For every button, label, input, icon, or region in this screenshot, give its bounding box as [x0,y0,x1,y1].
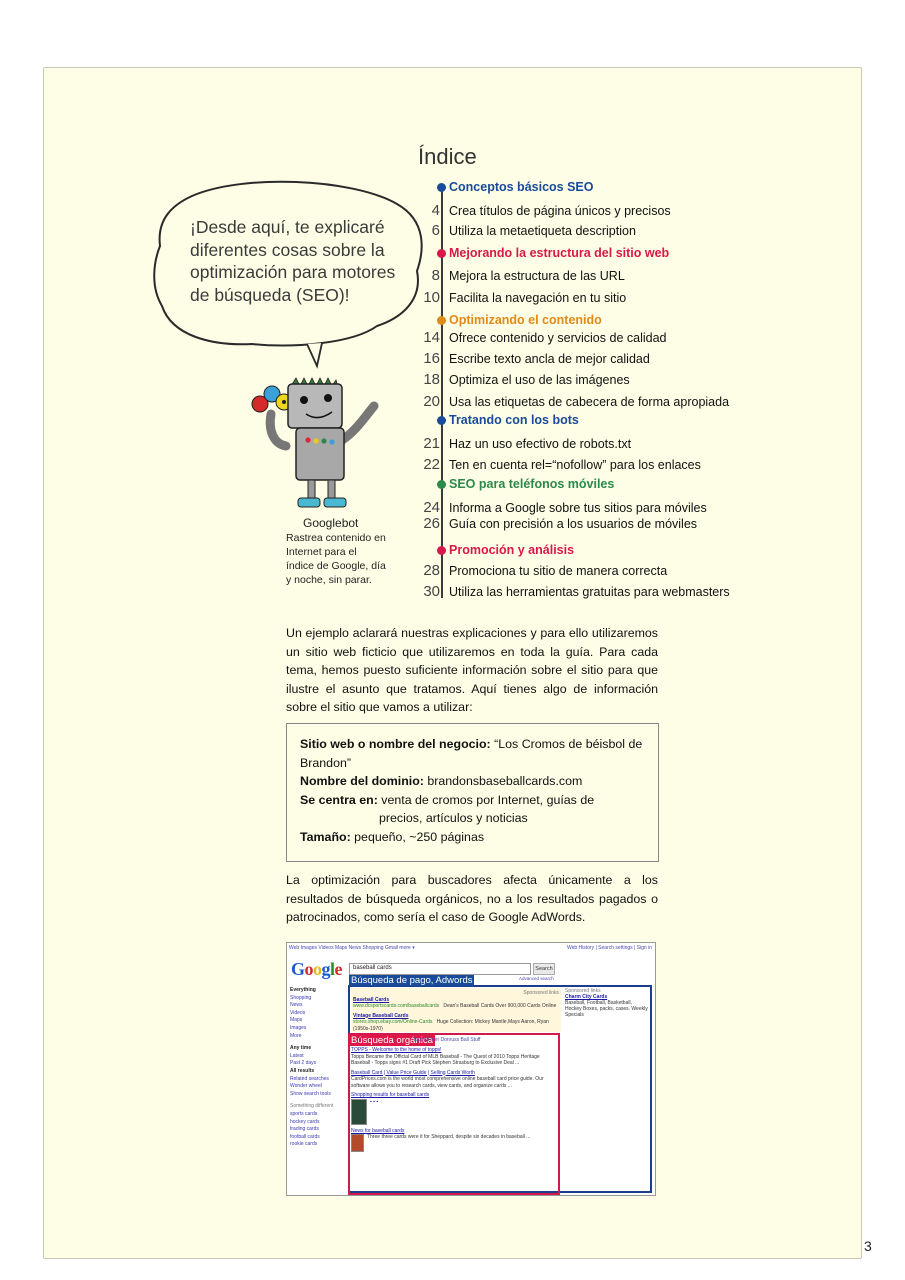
toc-page-number: 26 [423,515,440,532]
toc-entry-label: Promociona tu sitio de manera correcta [449,564,668,578]
toc-section-title: Mejorando la estructura del sitio web [449,246,670,260]
toc-entry [410,456,770,474]
result-title: Baseball Card | Value Price Guide | Selling Cards Worth [351,1069,475,1076]
toc-section-title: Promoción y análisis [449,543,575,557]
toc-entry-label: Ofrece contenido y servicios de calidad [449,331,667,345]
size-row [300,828,645,847]
toc-entry [410,393,770,411]
toc-entry-label: Usa las etiquetas de cabecera de forma apropiada [449,395,730,409]
toc-page-number: 28 [423,562,440,579]
googlebot-robot-icon [246,376,386,516]
serp-screenshot [286,942,656,1196]
ad-url: stores.shop.ebay.com/Online-Cards [353,1019,433,1025]
serp-nav-item: Images [290,1024,307,1031]
toc-page-number: 6 [431,222,440,239]
toc-page-number: 21 [423,435,440,452]
domain-row [300,772,645,791]
serp-result [351,1128,556,1153]
intro-paragraph: Un ejemplo aclarará nuestras explicaciones y para ello utilizaremos un sitio web ficticio que utilizaremos en toda la guía. Para cada tema, hemos puesto suficiente información sobre el sitio para que ilustre el asunto que tratamos. Aquí tienes algo de información sobre el sitio que vamos a utilizar: [286,626,658,714]
toc-entry [410,289,770,307]
result-text: Three three cards were it for Sheppard, despite six decades in baseball ... [367,1134,531,1140]
result-title: TOPPS - Welcome to the home of topps! [351,1047,442,1053]
serp-advanced-search: Advanced search [519,976,554,981]
serp-result [351,1047,556,1067]
googlebot-illustration [246,376,386,516]
serp-nav-item: Everything [290,987,316,993]
toc-page-number: 18 [423,371,440,388]
section-dot-icon [437,480,446,489]
toc-entry [410,222,770,240]
googlebot-description: Rastrea contenido en Internet para el índice de Google, día y noche, sin parar. [286,532,386,586]
serp-nav-item: More [290,1032,302,1039]
toc-section-title: Tratando con los bots [449,413,579,427]
toc-page-number: 10 [423,289,440,306]
result-text: CardPrices.com is the world most comprehensive online baseball card price guide. Our software allows you to research cards, view cards, and organize cards ... [351,1076,544,1089]
serp-nav-item: Related searches [290,1075,329,1082]
site-name-value: “Los Cromos de béisbol de Brandon” [300,737,643,770]
result-title: Shopping results for baseball cards [351,1092,430,1098]
section-dot-icon [437,416,446,425]
toc-page-number: 14 [423,329,440,346]
toc-page-number: 16 [423,350,440,367]
focus-row [300,791,645,810]
serp-nav-item: Something different [290,1103,334,1110]
toc-entry [410,267,770,285]
serp-result [351,1070,556,1090]
toc-entry [410,583,770,601]
ad-url: www.dcsportscards.com/baseballcards [353,1003,440,1009]
serp-nav-item: News [290,1002,303,1009]
section-dot-icon [437,183,446,192]
paid-search-label: Búsqueda de pago, Adwords [351,975,473,986]
serp-organic-results [351,1047,556,1155]
toc-entry-label: Escribe texto ancla de mejor calidad [449,352,650,366]
page-number: 3 [864,1238,872,1254]
site-name-row [300,735,645,772]
toc-entry [410,202,770,220]
toc-page-number: 4 [431,202,440,219]
serp-search-box: baseball cards [349,963,531,975]
sponsored-label: Sponsored links [523,990,559,996]
toc-page-number: 20 [423,393,440,410]
toc-entry [410,329,770,347]
section-dot-icon [437,316,446,325]
toc-entry-label: Haz un uso efectivo de robots.txt [449,437,632,451]
size-label: Tamaño: [300,829,351,844]
serp-top-links: Web Images Videos Maps News Shopping Gmail more ▾ [289,945,415,951]
toc-entry-label: Mejora la estructura de las URL [449,269,625,283]
toc-section-title: Optimizando el contenido [449,313,602,327]
toc-title: Índice [418,144,477,169]
serp-nav-item: rookie cards [290,1141,318,1148]
serp-nav-item: hockey cards [290,1118,320,1125]
product-thumbnail-icon [351,1099,367,1125]
serp-nav-item: trading cards [290,1126,319,1133]
serp-organic-tabs: Topps Fleer Donruss Ball Stuff [413,1037,481,1043]
toc-page-number: 24 [423,499,440,516]
serp-nav-item: Past 2 days [290,1060,317,1067]
toc-page-number: 30 [423,583,440,600]
googlebot-name: Googlebot [303,516,359,530]
toc-page-number: 8 [431,267,440,284]
serp-nav-item: Maps [290,1017,303,1024]
result-text: Topps Became the Official Card of MLB Baseball - The Quest of 2010 Topps Heritage Baseball - Topps signs #1 Draft Pick Stephen Strasburg to Exclusive Deal ... [351,1053,540,1066]
speech-bubble-text: ¡Desde aquí, te explicaré diferentes cosas sobre la optimización para motores de búsqueda (SEO)! [190,217,396,305]
result-title: News for baseball cards [351,1127,405,1134]
serp-search-button: Search [533,963,555,975]
size-value: pequeño, ~250 páginas [350,829,485,844]
toc-section-title: SEO para teléfonos móviles [449,477,615,491]
toc-entry [410,350,770,368]
serp-side-ads [565,988,649,1018]
side-ad-title: Charm City Cards [565,994,608,1000]
serp-nav-item: football cards [290,1133,320,1140]
serp-nav-item: Shopping [290,994,312,1001]
toc-entry-label: Informa a Google sobre tus sitios para móviles [449,501,707,515]
side-ad-text: Baseball, Football, Basketball, Hockey Boxes, packs, cases. Weekly Specials [565,1000,648,1018]
ad-text: Huge Collection: Mickey Mantle,Mays Aaron, Ryan (1950s-1970) [353,1019,549,1032]
toc-entry-label: Utiliza la metaetiqueta description [449,224,636,238]
domain-label: Nombre del dominio: [300,774,424,788]
site-info-box [286,723,659,862]
serp-nav-item: Videos [290,1009,306,1016]
toc-entry-label: Guía con precisión a los usuarios de móviles [449,517,698,531]
serp-nav-item: Latest [290,1052,304,1059]
section-dot-icon [437,546,446,555]
toc-entry [410,515,770,533]
section-dot-icon [437,249,446,258]
serp-nav-item: Wonder wheel [290,1083,322,1090]
news-thumbnail-icon [351,1134,364,1152]
serp-nav-item: Show search tools [290,1090,331,1097]
focus-row-continued: precios, artículos y noticias [379,811,528,825]
serp-ads [351,988,561,1032]
serp-nav-item: All results [290,1067,315,1074]
toc-section-title: Conceptos básicos SEO [449,180,594,194]
toc-entry [410,435,770,453]
ad-title: Vintage Baseball Cards [353,1012,409,1019]
serp-nav-item: sports cards [290,1110,318,1117]
toc-entry-label: Crea títulos de página únicos y precisos [449,204,671,218]
focus-label: Se centra en: [300,792,378,807]
toc-page-number: 22 [423,456,440,473]
focus-value: venta de cromos por Internet, guías de [377,792,595,807]
sponsored-label: Sponsored links [565,988,601,994]
toc-entry-label: Optimiza el uso de las imágenes [449,373,630,387]
serp-left-nav [290,987,345,1149]
toc-timeline [441,186,443,598]
toc-entry [410,562,770,580]
serp-top-right-links: Web History | Search settings | Sign in [566,945,652,951]
domain-value: brandonsbaseballcards.com [423,774,583,788]
ad-text: Dean's Baseball Cards Over 900,000 Cards Online [443,1003,557,1009]
toc-entry-label: Utiliza las herramientas gratuitas para webmasters [449,585,730,599]
google-logo: Google [291,959,343,979]
seo-paragraph: La optimización para buscadores afecta únicamente a los resultados de búsqueda orgánicos, no a los resultados pagados o patrocinados, como sería el caso de Google AdWords. [286,873,658,924]
ad-title: Baseball Cards [353,996,390,1003]
serp-result: Shopping results for baseball cards ▪ ▪ ▪ [351,1092,556,1125]
serp-nav-item: Any time [290,1045,312,1052]
toc-entry-label: Facilita la navegación en tu sitio [449,291,627,305]
toc-entry [410,371,770,389]
toc-entry-label: Ten en cuenta rel=“nofollow” para los enlaces [449,458,701,472]
organic-search-label: Búsqueda orgánica [351,1035,433,1046]
site-name-label: Sitio web o nombre del negocio: [300,737,491,751]
